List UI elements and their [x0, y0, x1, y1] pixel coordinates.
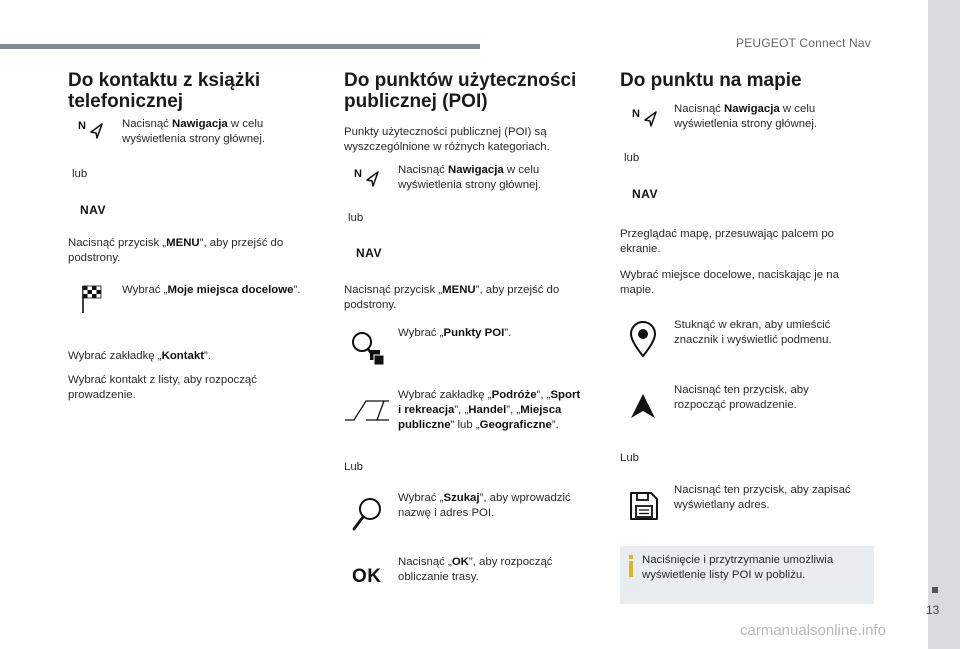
- nav-button[interactable]: NAV: [632, 187, 658, 201]
- svg-text:N: N: [78, 120, 86, 132]
- nav-instruction: Nacisnąć Nawigacja w celu wyświetlenia strony głównej.: [674, 103, 818, 130]
- brand-title: PEUGEOT Connect Nav: [736, 36, 871, 50]
- section-title: Do punktu na mapie: [620, 70, 802, 91]
- destination-instruction: Wybrać „Moje miejsca docelowe”.: [122, 284, 301, 296]
- nav-instruction: Nacisnąć Nawigacja w celu wyświetlenia strony głównej.: [122, 118, 266, 145]
- or-label: Lub: [620, 452, 640, 464]
- tab-instruction: Wybrać zakładkę „Kontakt”.: [68, 350, 211, 362]
- save-icon: [628, 490, 660, 522]
- poi-search-icon: [350, 330, 386, 368]
- poi-instruction: Wybrać „Punkty POI”.: [398, 327, 512, 339]
- header-bar: [0, 44, 480, 49]
- categories-instruction: Wybrać zakładkę „Podróże”, „Sport i rekreacja”, „Handel”, „Miejsca publiczne” lub „Geograficzne”.: [398, 389, 581, 431]
- or-label: Lub: [344, 461, 364, 473]
- nav-instruction: Nacisnąć Nawigacja w celu wyświetlenia strony głównej.: [398, 164, 542, 191]
- or-label: lub: [72, 168, 88, 180]
- nav-button[interactable]: NAV: [80, 203, 106, 217]
- start-guidance-icon: [628, 392, 658, 420]
- browse-instruction: Przeglądać mapę, przesuwając palcem po ekranie.: [620, 228, 835, 255]
- contact-instruction: Wybrać kontakt z listy, aby rozpocząć prowadzenie.: [68, 374, 257, 401]
- watermark: carmanualsonline.info: [740, 622, 886, 639]
- svg-text:N: N: [354, 168, 362, 180]
- checkered-flag-icon: [80, 284, 102, 314]
- save-instruction: Nacisnąć ten przycisk, aby zapisać wyświetlany adres.: [674, 484, 851, 511]
- section-title-line1: Do kontaktu z książki: [68, 70, 261, 91]
- ok-instruction: Nacisnąć „OK”, aby rozpocząć obliczanie trasy.: [398, 556, 553, 583]
- section-title-line1: Do punktów użyteczności: [344, 70, 577, 91]
- or-label: lub: [624, 152, 640, 164]
- poi-intro: Punkty użyteczności publicznej (POI) są wyszczególnione w różnych kategoriach.: [344, 126, 550, 153]
- navigation-icon: [76, 118, 106, 144]
- svg-text:N: N: [632, 108, 640, 120]
- nav-button[interactable]: NAV: [356, 246, 382, 260]
- menu-instruction: Nacisnąć przycisk „MENU”, aby przejść do podstrony.: [68, 237, 284, 264]
- select-instruction: Wybrać miejsce docelowe, naciskając je na mapie.: [620, 269, 839, 296]
- navigation-icon: [630, 106, 660, 132]
- info-note: [620, 546, 874, 604]
- menu-instruction: Nacisnąć przycisk „MENU”, aby przejść do podstrony.: [344, 284, 560, 311]
- section-title-line2: telefonicznej: [68, 91, 184, 112]
- section-title-line2: publicznej (POI): [344, 91, 488, 112]
- info-note-text: Naciśnięcie i przytrzymanie umożliwia wyświetlenie listy POI w pobliżu.: [642, 554, 834, 581]
- ok-button[interactable]: OK: [352, 566, 382, 587]
- page-marker: [932, 587, 938, 593]
- tab-category-icon: [344, 398, 390, 422]
- or-label: lub: [348, 212, 364, 224]
- navigation-icon: [352, 166, 382, 192]
- page-number: 13: [926, 603, 940, 617]
- info-icon: [626, 555, 636, 582]
- search-icon: [350, 496, 384, 532]
- tap-instruction: Stuknąć w ekran, aby umieścić znacznik i wyświetlić podmenu.: [674, 319, 832, 346]
- start-instruction: Nacisnąć ten przycisk, aby rozpocząć prowadzenie.: [674, 384, 809, 411]
- map-pin-icon: [628, 320, 658, 358]
- search-instruction: Wybrać „Szukaj”, aby wprowadzić nazwę i adres POI.: [398, 492, 571, 519]
- side-strip: [928, 0, 960, 649]
